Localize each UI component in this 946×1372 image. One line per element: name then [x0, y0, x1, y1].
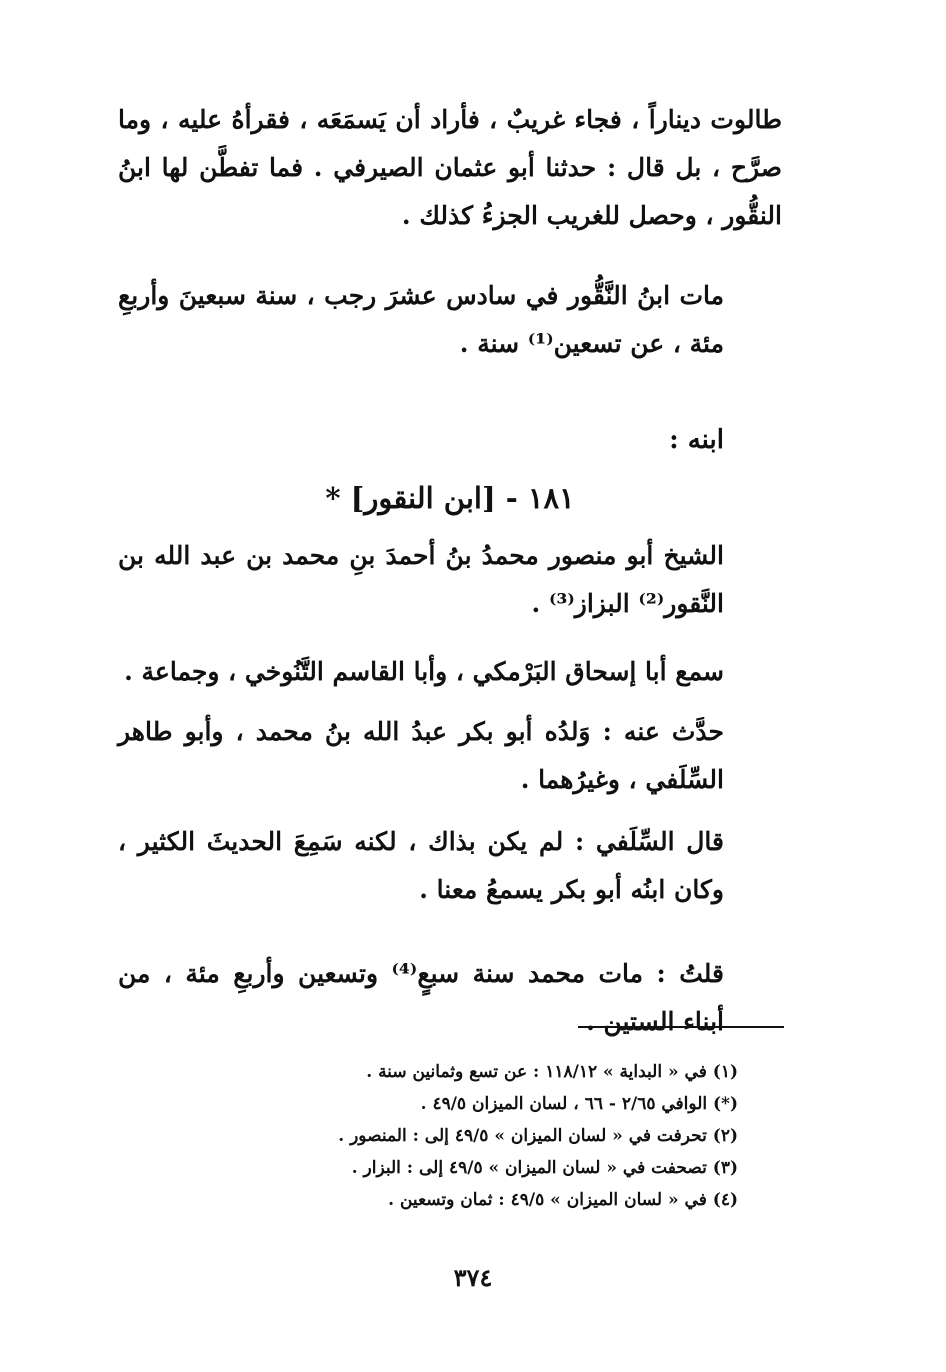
son-label: ابنه : — [669, 425, 724, 455]
paragraph-author-note: قلتُ : مات محمد سنة سبعٍ⁽⁴⁾ وتسعين وأربعِ مئة ، من أبناء الستين . — [118, 959, 724, 1036]
entry-title: ١٨١ - [ابن النقور] * — [325, 481, 575, 515]
paragraph-continuation: طالوت ديناراً ، فجاء غريبٌ ، فأراد أن يَسمَعَه ، فقرأهُ عليه ، وما صرَّح ، بل قال : حدثنا أبو عثمان الصيرفي . فما تفطَّن لها ابنُ النقُّور ، وحصل للغريب الجزءُ كذلك . — [118, 105, 782, 230]
paragraph-lineage: الشيخ أبو منصور محمدُ بنُ أحمدَ بنِ محمد بن عبد الله بن النَّقور⁽²⁾ البزاز⁽³⁾ . — [118, 541, 724, 618]
footnote-item: (٢) تحرفت في « لسان الميزان » ٤٩/٥ إلى : المنصور . — [338, 1126, 738, 1146]
paragraph-death-date: مات ابنُ النَّقُّور في سادس عشرَ رجب ، سنة سبعينَ وأربعِ مئة ، عن تسعين⁽¹⁾ سنة . — [118, 281, 724, 358]
footnote-item: (١) في « البداية » ١١٨/١٢ : عن تسع وثمانين سنة . — [366, 1062, 738, 1082]
paragraph-teachers: سمع أبا إسحاق البَرْمكي ، وأبا القاسم التَّنُوخي ، وجماعة . — [124, 657, 724, 686]
footnote-item: (٣) تصحفت في « لسان الميزان » ٤٩/٥ إلى : البزار . — [351, 1158, 738, 1178]
paragraph-students: حدَّث عنه : وَلدُه أبو بكر عبدُ الله بنُ محمد ، وأبو طاهر السِّلَفي ، وغيرُهما . — [118, 717, 724, 794]
paragraph-silafi-quote: قال السِّلَفي : لم يكن بذاك ، لكنه سَمِعَ الحديثَ الكثير ، وكان ابنُه أبو بكر يسمعُ معنا . — [118, 827, 724, 904]
page-number: ٣٧٤ — [453, 1263, 493, 1292]
footnotes-list — [118, 1056, 738, 1216]
footnote-separator — [578, 1026, 784, 1028]
footnote-item: (*) الوافي ٢/٦٥ - ٦٦ ، لسان الميزان ٤٩/٥ . — [420, 1094, 738, 1114]
footnote-item: (٤) في « لسان الميزان » ٤٩/٥ : ثمان وتسعين . — [388, 1190, 738, 1210]
